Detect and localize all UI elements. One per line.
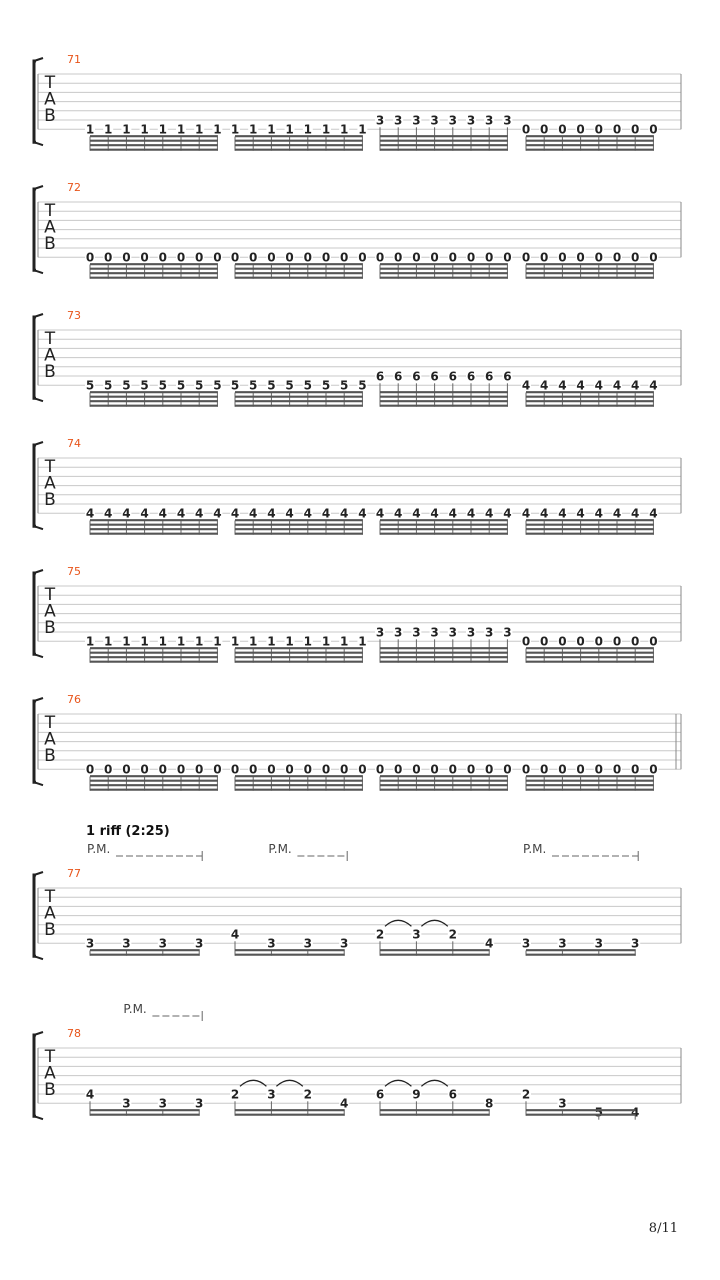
tab-note: 1 (85, 122, 95, 137)
tab-note: 0 (631, 122, 640, 137)
tab-note: 0 (503, 250, 512, 265)
tab-note: 0 (612, 762, 622, 777)
tab-note: 0 (412, 250, 421, 265)
tab-note: 0 (448, 250, 457, 265)
tab-note: 4 (104, 506, 113, 521)
tab-note: 0 (521, 250, 531, 265)
tab-note: 0 (122, 762, 131, 777)
tab-note: 0 (540, 762, 549, 777)
tab-note: 1 (358, 634, 367, 649)
tab-clef-letter: B (44, 618, 56, 638)
measure-number: 74 (67, 437, 81, 450)
tab-note: 0 (340, 250, 349, 265)
tab-note: 0 (85, 250, 95, 265)
tab-note: 4 (466, 506, 476, 521)
tab-clef-letter: A (44, 729, 56, 750)
tab-note: 0 (140, 762, 149, 777)
tab-note: 8 (485, 1096, 494, 1111)
tab-note: 0 (321, 762, 331, 777)
tab-note: 0 (375, 250, 385, 265)
bracket-hook (34, 442, 43, 445)
tab-clef-letter: T (44, 457, 56, 477)
tab-note: 3 (394, 625, 403, 640)
tab-note: 0 (649, 250, 658, 265)
bracket-hook (34, 58, 43, 61)
tab-note: 0 (466, 762, 476, 777)
tab-note: 0 (540, 250, 549, 265)
tab-note: 1 (158, 122, 167, 137)
tab-note: 4 (85, 1087, 95, 1102)
tab-note: 0 (340, 762, 349, 777)
bracket-hook (34, 782, 43, 785)
tab-note: 0 (140, 250, 149, 265)
tab-note: 0 (558, 634, 567, 649)
tab-note: 3 (195, 936, 204, 951)
tab-note: 0 (430, 250, 439, 265)
tab-note: 4 (631, 1105, 640, 1120)
tab-note: 0 (394, 250, 403, 265)
tab-note: 4 (195, 506, 204, 521)
tab-note: 0 (267, 250, 276, 265)
tab-note: 0 (631, 762, 640, 777)
tab-note: 4 (430, 506, 439, 521)
tab-note: 4 (558, 378, 567, 393)
bracket-hook (34, 398, 43, 401)
tab-note: 1 (230, 122, 240, 137)
tab-note: 1 (176, 634, 186, 649)
tab-note: 0 (430, 762, 439, 777)
tab-note: 3 (303, 936, 312, 951)
tab-note: 3 (375, 113, 385, 128)
tab-note: 0 (104, 250, 113, 265)
tab-note: 0 (612, 122, 622, 137)
tab-note: 1 (321, 122, 331, 137)
tab-note: 3 (412, 927, 421, 942)
tab-note: 3 (558, 1096, 567, 1111)
tab-clef-letter: A (44, 89, 56, 110)
tab-note: 0 (576, 762, 585, 777)
tab-note: 3 (448, 113, 457, 128)
tab-note: 1 (104, 122, 113, 137)
tab-note: 4 (631, 378, 640, 393)
tab-note: 0 (176, 762, 186, 777)
measure-number: 78 (67, 1027, 81, 1040)
tab-note: 3 (466, 625, 476, 640)
tab-note: 0 (631, 634, 640, 649)
tab-note: 3 (85, 936, 95, 951)
tab-note: 0 (612, 634, 622, 649)
tab-note: 0 (394, 762, 403, 777)
tab-note: 1 (213, 634, 222, 649)
tab-clef-letter: A (44, 473, 56, 494)
tab-note: 3 (412, 113, 421, 128)
tab-note: 3 (430, 113, 439, 128)
tab-note: 1 (176, 122, 186, 137)
bracket-hook (34, 1116, 43, 1119)
tab-note: 4 (540, 378, 549, 393)
tab-note: 3 (448, 625, 457, 640)
tab-note: 5 (122, 378, 131, 393)
tab-note: 0 (321, 250, 331, 265)
tab-note: 5 (594, 1105, 603, 1120)
tab-clef-letter: T (44, 329, 56, 349)
tab-note: 4 (321, 506, 331, 521)
tab-note: 4 (485, 936, 494, 951)
tab-note: 2 (521, 1087, 531, 1102)
tab-note: 6 (448, 1087, 457, 1102)
tab-note: 0 (104, 762, 113, 777)
measure-number: 75 (67, 565, 81, 578)
tab-note: 6 (448, 369, 457, 384)
tab-note: 5 (285, 378, 294, 393)
tab-note: 1 (85, 634, 95, 649)
tab-note: 1 (158, 634, 167, 649)
tab-note: 0 (213, 250, 222, 265)
tab-note: 5 (213, 378, 222, 393)
tab-note: 1 (267, 634, 276, 649)
tab-note: 1 (230, 634, 240, 649)
tab-note: 4 (558, 506, 567, 521)
tab-note: 5 (249, 378, 258, 393)
tab-note: 0 (649, 122, 658, 137)
tab-note: 0 (230, 762, 240, 777)
tie-arc (240, 1080, 266, 1086)
tab-note: 1 (122, 634, 131, 649)
page-number: 8/11 (648, 1221, 678, 1236)
tab-note: 0 (466, 250, 476, 265)
tab-note: 4 (176, 506, 186, 521)
bracket-hook (34, 186, 43, 189)
tab-note: 3 (430, 625, 439, 640)
tab-note: 4 (576, 378, 585, 393)
tab-note: 1 (285, 634, 294, 649)
tab-note: 3 (122, 936, 131, 951)
tab-note: 3 (594, 936, 603, 951)
bracket-hook (34, 654, 43, 657)
tab-note: 1 (267, 122, 276, 137)
tab-note: 1 (321, 634, 331, 649)
tab-clef-letter: B (44, 1080, 56, 1100)
tab-note: 5 (176, 378, 186, 393)
system-bracket (34, 875, 36, 956)
tab-note: 0 (558, 122, 567, 137)
tab-note: 5 (303, 378, 312, 393)
tab-note: 4 (649, 506, 658, 521)
tie-arc (421, 1080, 447, 1086)
tab-note: 4 (213, 506, 222, 521)
tab-clef-letter: B (44, 490, 56, 510)
system-bracket (34, 573, 36, 654)
tab-note: 4 (375, 506, 385, 521)
tab-note: 0 (521, 122, 531, 137)
tie-arc (385, 1080, 411, 1086)
tab-note: 4 (394, 506, 403, 521)
tab-note: 5 (140, 378, 149, 393)
tab-clef-letter: A (44, 345, 56, 366)
tab-note: 4 (521, 378, 531, 393)
tab-note: 0 (158, 762, 167, 777)
tab-note: 1 (213, 122, 222, 137)
tab-clef-letter: B (44, 746, 56, 766)
tab-clef-letter: T (44, 713, 56, 733)
measure-number: 71 (67, 53, 81, 66)
palm-mute-label: P.M. (87, 842, 111, 856)
tab-note: 0 (249, 762, 258, 777)
tab-note: 1 (249, 634, 258, 649)
bracket-hook (34, 142, 43, 145)
tab-note: 3 (375, 625, 385, 640)
tab-note: 3 (158, 1096, 167, 1111)
tab-note: 4 (448, 506, 457, 521)
measure-number: 77 (67, 867, 81, 880)
tab-note: 3 (412, 625, 421, 640)
tab-note: 0 (521, 634, 531, 649)
tab-note: 1 (140, 634, 149, 649)
system-bracket (34, 189, 36, 270)
tab-note: 3 (485, 113, 494, 128)
tab-note: 0 (594, 122, 603, 137)
tab-note: 0 (485, 762, 494, 777)
tab-note: 0 (230, 250, 240, 265)
tab-note: 6 (466, 369, 476, 384)
tab-note: 4 (230, 927, 240, 942)
system-bracket (34, 61, 36, 142)
tab-note: 6 (412, 369, 421, 384)
tab-clef-letter: T (44, 1047, 56, 1067)
tab-note: 0 (576, 250, 585, 265)
tab-note: 4 (594, 506, 603, 521)
tab-clef-letter: B (44, 106, 56, 126)
bracket-hook (34, 570, 43, 573)
tab-note: 4 (267, 506, 276, 521)
tab-note: 5 (104, 378, 113, 393)
tab-note: 5 (158, 378, 167, 393)
tab-note: 1 (195, 122, 204, 137)
tab-note: 1 (249, 122, 258, 137)
tab-note: 0 (558, 762, 567, 777)
tab-note: 5 (195, 378, 204, 393)
bracket-hook (34, 270, 43, 273)
tab-note: 0 (176, 250, 186, 265)
bracket-hook (34, 526, 43, 529)
tab-note: 0 (358, 250, 367, 265)
tab-clef-letter: T (44, 73, 56, 93)
tab-note: 1 (340, 634, 349, 649)
tab-note: 0 (195, 762, 204, 777)
tab-note: 4 (122, 506, 131, 521)
tab-note: 0 (122, 250, 131, 265)
tab-note: 0 (249, 250, 258, 265)
tab-note: 4 (85, 506, 95, 521)
tab-note: 4 (649, 378, 658, 393)
tab-note: 4 (412, 506, 421, 521)
tab-note: 4 (285, 506, 294, 521)
tab-note: 1 (104, 634, 113, 649)
tab-note: 3 (394, 113, 403, 128)
tab-clef-letter: A (44, 1063, 56, 1084)
tab-clef-letter: T (44, 201, 56, 221)
tab-clef-letter: A (44, 217, 56, 238)
tab-note: 4 (158, 506, 167, 521)
system-bracket (34, 701, 36, 782)
measure-number: 73 (67, 309, 81, 322)
tab-note: 1 (303, 122, 312, 137)
measure-number: 76 (67, 693, 81, 706)
tab-note: 0 (503, 762, 512, 777)
tab-clef-letter: T (44, 887, 56, 907)
tab-note: 0 (195, 250, 204, 265)
tab-note: 0 (267, 762, 276, 777)
tab-note: 4 (576, 506, 585, 521)
tab-note: 1 (195, 634, 204, 649)
tab-clef-letter: B (44, 234, 56, 254)
tab-note: 0 (594, 762, 603, 777)
tab-note: 5 (267, 378, 276, 393)
tab-note: 4 (249, 506, 258, 521)
tab-note: 0 (375, 762, 385, 777)
tie-arc (385, 920, 411, 926)
tab-note: 3 (558, 936, 567, 951)
tab-note: 5 (230, 378, 240, 393)
tab-note: 4 (594, 378, 603, 393)
tab-note: 4 (612, 506, 622, 521)
tab-note: 0 (285, 250, 294, 265)
bracket-hook (34, 698, 43, 701)
tab-note: 0 (649, 762, 658, 777)
tab-note: 0 (594, 250, 603, 265)
tab-note: 0 (303, 762, 312, 777)
tab-note: 4 (612, 378, 622, 393)
tab-note: 0 (540, 122, 549, 137)
tab-note: 0 (594, 634, 603, 649)
tab-note: 0 (649, 634, 658, 649)
tab-note: 0 (85, 762, 95, 777)
bracket-hook (34, 1032, 43, 1035)
tab-note: 4 (631, 506, 640, 521)
tab-note: 4 (358, 506, 367, 521)
tab-note: 1 (122, 122, 131, 137)
tab-note: 0 (285, 762, 294, 777)
tab-note: 0 (158, 250, 167, 265)
system-bracket (34, 317, 36, 398)
tie-arc (421, 920, 447, 926)
palm-mute-label: P.M. (268, 842, 292, 856)
tab-note: 6 (375, 1087, 385, 1102)
tab-note: 5 (358, 378, 367, 393)
tab-note: 6 (485, 369, 494, 384)
tab-note: 4 (230, 506, 240, 521)
tab-note: 3 (503, 625, 512, 640)
tab-note: 0 (576, 634, 585, 649)
tab-clef-letter: B (44, 362, 56, 382)
tab-note: 4 (140, 506, 149, 521)
tab-note: 4 (503, 506, 512, 521)
tab-note: 1 (285, 122, 294, 137)
tab-note: 0 (358, 762, 367, 777)
tab-note: 0 (631, 250, 640, 265)
tab-note: 0 (540, 634, 549, 649)
tab-note: 3 (503, 113, 512, 128)
tab-note: 0 (558, 250, 567, 265)
tab-note: 6 (375, 369, 385, 384)
section-label: 1 riff (2:25) (86, 824, 170, 839)
tab-note: 3 (485, 625, 494, 640)
tab-note: 3 (267, 936, 276, 951)
palm-mute-label: P.M. (123, 1002, 147, 1016)
tab-clef-letter: A (44, 903, 56, 924)
tab-note: 3 (122, 1096, 131, 1111)
tab-note: 3 (340, 936, 349, 951)
bracket-hook (34, 956, 43, 959)
tab-note: 5 (85, 378, 95, 393)
tab-note: 2 (303, 1087, 312, 1102)
tab-note: 1 (303, 634, 312, 649)
tab-note: 2 (230, 1087, 240, 1102)
tab-note: 4 (340, 1096, 349, 1111)
tab-note: 0 (521, 762, 531, 777)
tab-note: 1 (358, 122, 367, 137)
tab-note: 5 (340, 378, 349, 393)
tab-note: 3 (521, 936, 531, 951)
tab-note: 4 (485, 506, 494, 521)
tab-note: 4 (340, 506, 349, 521)
tab-note: 4 (303, 506, 312, 521)
tab-note: 6 (394, 369, 403, 384)
tab-note: 0 (485, 250, 494, 265)
tab-note: 1 (340, 122, 349, 137)
system-bracket (34, 445, 36, 526)
tab-note: 0 (213, 762, 222, 777)
tab-note: 3 (158, 936, 167, 951)
tab-note: 3 (631, 936, 640, 951)
tab-note: 6 (503, 369, 512, 384)
tab-note: 0 (448, 762, 457, 777)
tab-note: 9 (412, 1087, 421, 1102)
bracket-hook (34, 314, 43, 317)
tab-note: 3 (195, 1096, 204, 1111)
tab-note: 4 (540, 506, 549, 521)
tab-note: 0 (612, 250, 622, 265)
tab-note: 3 (466, 113, 476, 128)
measure-number: 72 (67, 181, 81, 194)
tab-note: 4 (521, 506, 531, 521)
tab-note: 0 (412, 762, 421, 777)
tab-clef-letter: B (44, 920, 56, 940)
tab-note: 0 (576, 122, 585, 137)
tab-note: 5 (321, 378, 331, 393)
tab-note: 0 (303, 250, 312, 265)
tab-clef-letter: T (44, 585, 56, 605)
tab-note: 6 (430, 369, 439, 384)
tab-note: 1 (140, 122, 149, 137)
tab-note: 3 (267, 1087, 276, 1102)
tab-note: 2 (448, 927, 457, 942)
tab-note: 2 (375, 927, 385, 942)
tie-arc (276, 1080, 302, 1086)
system-bracket (34, 1035, 36, 1116)
palm-mute-label: P.M. (523, 842, 547, 856)
bracket-hook (34, 872, 43, 875)
tab-clef-letter: A (44, 601, 56, 622)
